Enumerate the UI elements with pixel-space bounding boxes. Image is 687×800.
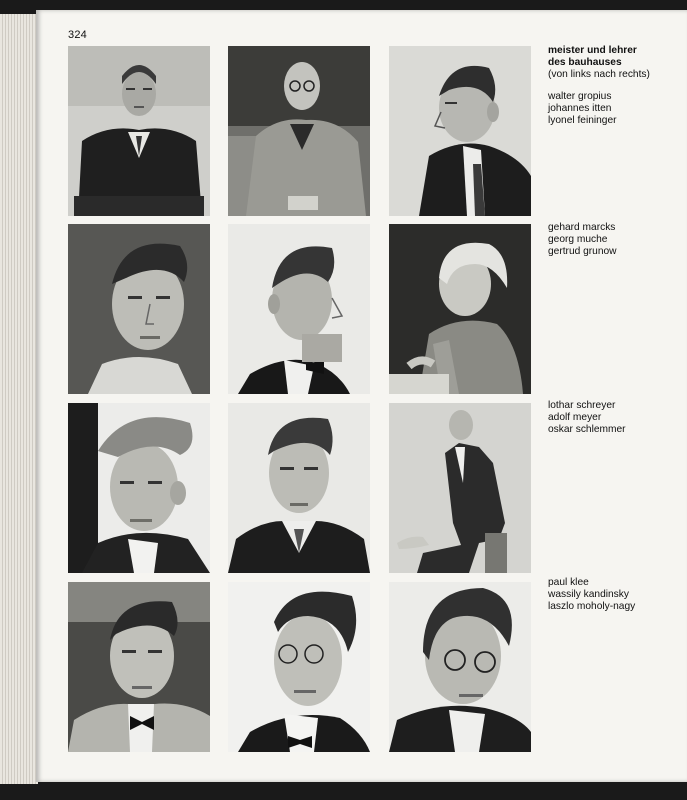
page-number: 324 <box>68 29 87 41</box>
portrait-photo-schlemmer <box>389 403 531 573</box>
caption-name: adolf meyer <box>548 412 602 423</box>
caption-group-row-1 <box>548 45 678 127</box>
portrait-photo-moholy-nagy <box>389 582 531 752</box>
caption-name: walter gropius <box>548 91 612 102</box>
caption-group-row-4 <box>548 577 678 613</box>
portrait-photo-gropius <box>68 46 210 216</box>
portrait-photo-feininger <box>389 46 531 216</box>
caption-name: paul klee <box>548 577 589 588</box>
portrait-icon <box>389 224 531 394</box>
portrait-icon <box>228 46 370 216</box>
portrait-photo-grunow <box>389 224 531 394</box>
portrait-icon <box>68 46 210 216</box>
portrait-photo-meyer <box>228 403 370 573</box>
caption-name: oskar schlemmer <box>548 424 626 435</box>
portrait-photo-itten <box>228 46 370 216</box>
portrait-photo-kandinsky <box>228 582 370 752</box>
caption-group-row-3 <box>548 400 678 436</box>
portrait-icon <box>389 403 531 573</box>
caption-name: johannes itten <box>548 103 612 114</box>
caption-name: gertrud grunow <box>548 246 617 257</box>
portrait-photo-schreyer <box>68 403 210 573</box>
caption-name: georg muche <box>548 234 608 245</box>
portrait-icon <box>389 582 531 752</box>
caption-group-row-2 <box>548 222 678 258</box>
caption-name: laszlo moholy-nagy <box>548 601 636 612</box>
caption-subtitle: (von links nach rechts) <box>548 69 650 80</box>
caption-name: wassily kandinsky <box>548 589 629 600</box>
portrait-photo-muche <box>228 224 370 394</box>
portrait-icon <box>228 403 370 573</box>
caption-title-line-2: des bauhauses <box>548 57 622 68</box>
caption-name: gehard marcks <box>548 222 616 233</box>
portrait-icon <box>389 46 531 216</box>
caption-name: lyonel feininger <box>548 115 617 126</box>
portrait-icon <box>68 582 210 752</box>
portrait-icon <box>228 224 370 394</box>
portrait-icon <box>68 403 210 573</box>
portrait-photo-marcks <box>68 224 210 394</box>
portrait-icon <box>68 224 210 394</box>
caption-title-line-1: meister und lehrer <box>548 45 637 56</box>
portrait-icon <box>228 582 370 752</box>
caption-name: lothar schreyer <box>548 400 616 411</box>
page-edges <box>0 14 38 784</box>
portrait-photo-klee <box>68 582 210 752</box>
